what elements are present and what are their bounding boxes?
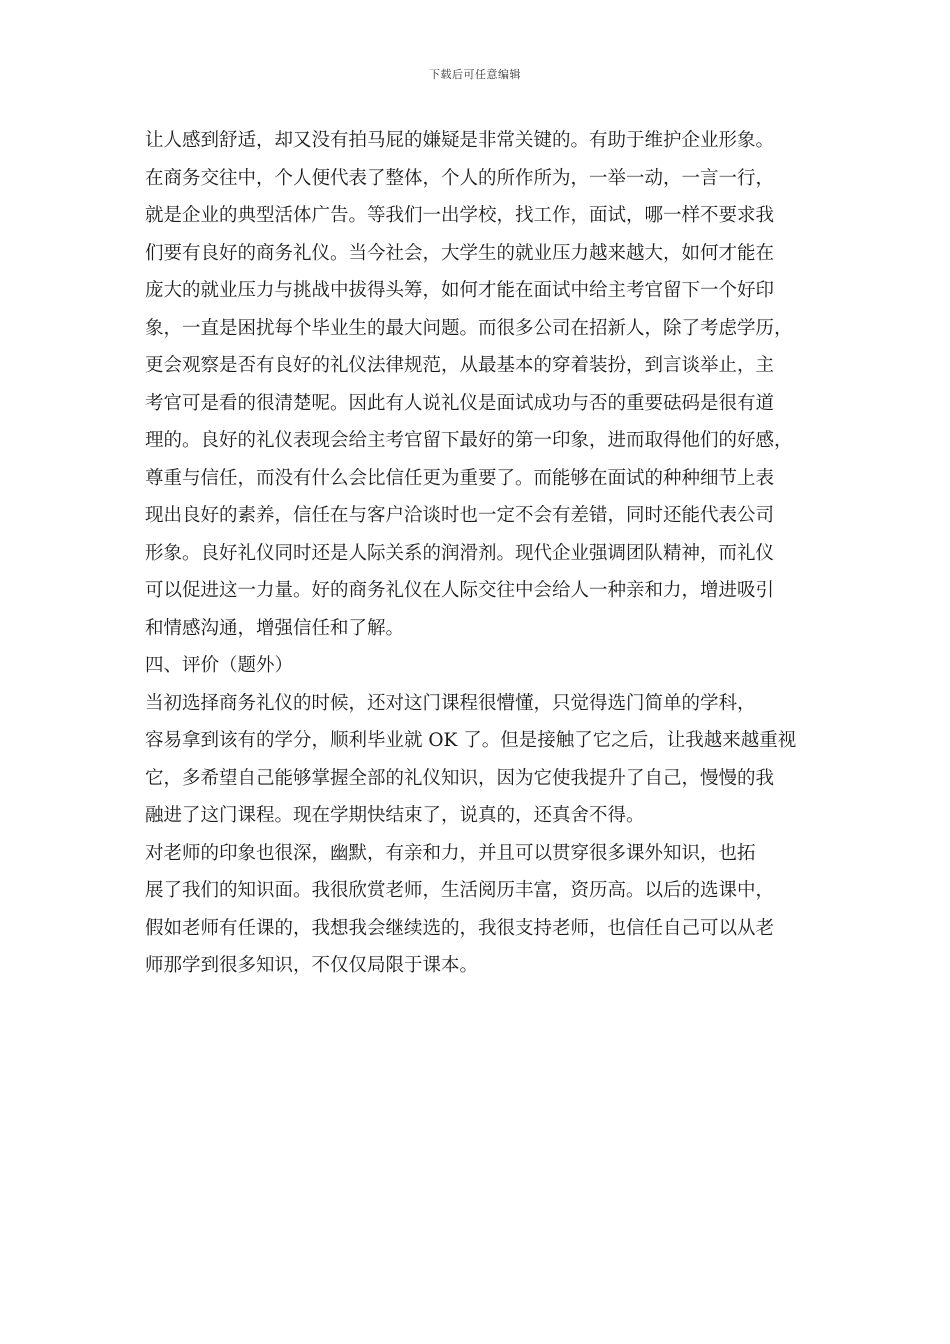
- text-line: 现出良好的素养，信任在与客户洽谈时也一定不会有差错，同时还能代表公司: [145, 505, 775, 526]
- text-line: 更会观察是否有良好的礼仪法律规范，从最基本的穿着装扮，到言谈举止，主: [145, 355, 775, 376]
- page-header: 下载后可任意编辑: [429, 68, 521, 81]
- text-line: 展了我们的知识面。我很欣赏老师，生活阅历丰富，资历高。以后的选课中，: [145, 880, 775, 901]
- text-line: 和情感沟通，增强信任和了解。: [145, 617, 405, 639]
- text-line: 师那学到很多知识，不仅仅局限于课本。: [145, 955, 479, 976]
- text-line: 融进了这门课程。现在学期快结束了，说真的，还真舍不得。: [145, 805, 645, 826]
- text-line: 庞大的就业压力与挑战中拔得头筹，如何才能在面试中给主考官留下一个好印: [145, 280, 775, 301]
- text-line: 让人感到舒适，却又没有拍马屁的嫌疑是非常关键的。有助于维护企业形象。: [145, 130, 775, 151]
- text-line: 考官可是看的很清楚呢。因此有人说礼仪是面试成功与否的重要砝码是很有道: [145, 392, 775, 414]
- section-heading: 四、评价（题外）: [145, 655, 294, 676]
- text-line: 在商务交往中，个人便代表了整体，个人的所作所为，一举一动，一言一行，: [145, 167, 775, 189]
- text-line: 可以促进这一力量。好的商务礼仪在人际交往中会给人一种亲和力，增进吸引: [145, 580, 775, 601]
- text-line: 象，一直是困扰每个毕业生的最大问题。而很多公司在招新人，除了考虑学历，: [145, 317, 793, 339]
- text-line: 假如老师有任课的，我想我会继续选的，我很支持老师，也信任自己可以从老: [145, 917, 775, 939]
- text-line: 尊重与信任，而没有什么会比信任更为重要了。而能够在面试的种种细节上表: [145, 467, 775, 489]
- text-line: 对老师的印象也很深，幽默，有亲和力，并且可以贯穿很多课外知识，也拓: [145, 842, 756, 864]
- text-line: 容易拿到该有的学分，顺利毕业就 OK 了。但是接触了它之后，让我越来越重视: [145, 730, 797, 751]
- text-line: 们要有良好的商务礼仪。当今社会，大学生的就业压力越来越大，如何才能在: [145, 242, 775, 264]
- text-line: 当初选择商务礼仪的时候，还对这门课程很懵懂，只觉得选门简单的学科，: [145, 692, 756, 714]
- text-line: 它，多希望自己能够掌握全部的礼仪知识，因为它使我提升了自己，慢慢的我: [145, 767, 775, 789]
- text-line: 就是企业的典型活体广告。等我们一出学校，找工作，面试，哪一样不要求我: [145, 205, 775, 226]
- text-line: 理的。良好的礼仪表现会给主考官留下最好的第一印象，进而取得他们的好感，: [145, 430, 793, 451]
- text-line: 形象。良好礼仪同时还是人际关系的润滑剂。现代企业强调团队精神，而礼仪: [145, 542, 775, 564]
- document-body: [145, 122, 825, 985]
